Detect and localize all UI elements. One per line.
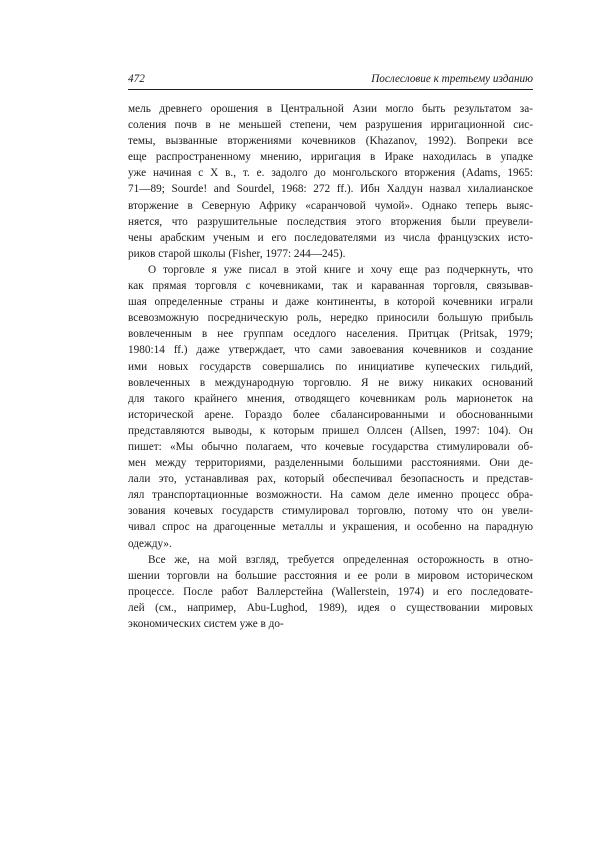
text-line: для такого крайнего мнения, отводящего кочевникам роль марионеток на [128, 392, 533, 405]
text-line: вторжение в Северную Африку «саранчовой чумой». Однако теперь выяс- [128, 199, 533, 212]
text-line: чены арабским ученым и его последователями из числа французских исто- [128, 231, 533, 244]
header-rule [128, 89, 533, 90]
text-line: няется, что разрушительные последствия этого вторжения были преувели- [128, 215, 533, 228]
paragraph-3 [128, 552, 533, 632]
text-line: риков старой школы (Fisher, 1977: 244—245). [128, 247, 346, 260]
text-line: Все же, на мой взгляд, требуется определенная осторожность в отно- [148, 553, 533, 566]
text-line: зования кочевых государств стимулировал торговлю, потому что он увели- [128, 505, 533, 518]
text-line: шая определенные страны и даже континенты, в которой кочевники играли [128, 296, 533, 309]
text-line: шении торговли на большие расстояния и ее роли в мировом историческом [128, 569, 533, 582]
text-line: мен между территориями, разделенными большими расстояниями. Они де- [128, 457, 533, 470]
text-line: ими новых государств совершались по инициативе купеческих гильдий, [128, 360, 533, 373]
text-line: всевозможную посредническую роль, нередко приносили большую прибыль [128, 312, 533, 325]
text-line: вовлеченным в нее группам оседлого населения. Притцак (Pritsak, 1979; [128, 328, 533, 341]
text-line: лали это, устанавливая pax, который обеспечивал безопасность и представ- [128, 473, 533, 486]
text-line: как прямая торговля с кочевниками, так и караванная торговля, связывав- [128, 280, 533, 293]
text-line: чивал спрос на драгоценные металлы и украшения, и особенно на парадную [128, 521, 533, 534]
text-line: 1980:14 ff.) даже утверждает, что сами завоевания кочевников и создание [128, 344, 533, 357]
text-line: мель древнего орошения в Центральной Азии могло быть результатом за- [128, 103, 533, 115]
text-line: лял транспортационные возможности. На самом деле именно процесс обра- [128, 489, 533, 502]
body-text [128, 101, 533, 632]
paragraph-2 [128, 262, 533, 552]
text-line: еще распространенному мнению, ирригация в Ираке находилась в упадке [128, 151, 533, 164]
text-line: одежду». [128, 537, 172, 550]
text-line: 71—89; Sourde! and Sourdel, 1968: 272 ff.). Ибн Халдун назвал хилалианское [128, 183, 533, 196]
text-line: пишет: «Мы обычно полагаем, что кочевые государства стимулировали об- [128, 440, 533, 453]
text-line: темы, вызванные вторжениями кочевников (Khazanov, 1992). Вопреки все [128, 135, 533, 148]
text-line: представляются выводы, к которым пришел Оллсен (Allsen, 1997: 104). Он [128, 424, 533, 437]
text-line: О торговле я уже писал в этой книге и хочу еще раз подчеркнуть, что [148, 263, 533, 276]
page-number: 472 [128, 73, 145, 85]
text-line: процессе. После работ Валлерстейна (Wallerstein, 1974) и его последовате- [128, 585, 533, 598]
text-line: вовлеченных в международную торговлю. Я не вижу никаких оснований [128, 376, 533, 389]
running-title: Послесловие к третьему изданию [371, 73, 533, 85]
text-line: лей (см., например, Abu-Lughod, 1989), идея о существовании мировых [128, 601, 533, 614]
text-line: уже начиная с X в., т. е. задолго до монгольского вторжения (Adams, 1965: [128, 167, 533, 180]
paragraph-1 [128, 101, 533, 262]
text-line: экономических систем уже в до- [128, 618, 284, 630]
text-line: исторической арене. Гораздо более сбалансированными и обоснованными [128, 408, 533, 421]
text-line: соления почв в не меньшей степени, чем разрушения ирригационной сис- [128, 119, 533, 132]
running-head [128, 70, 533, 88]
